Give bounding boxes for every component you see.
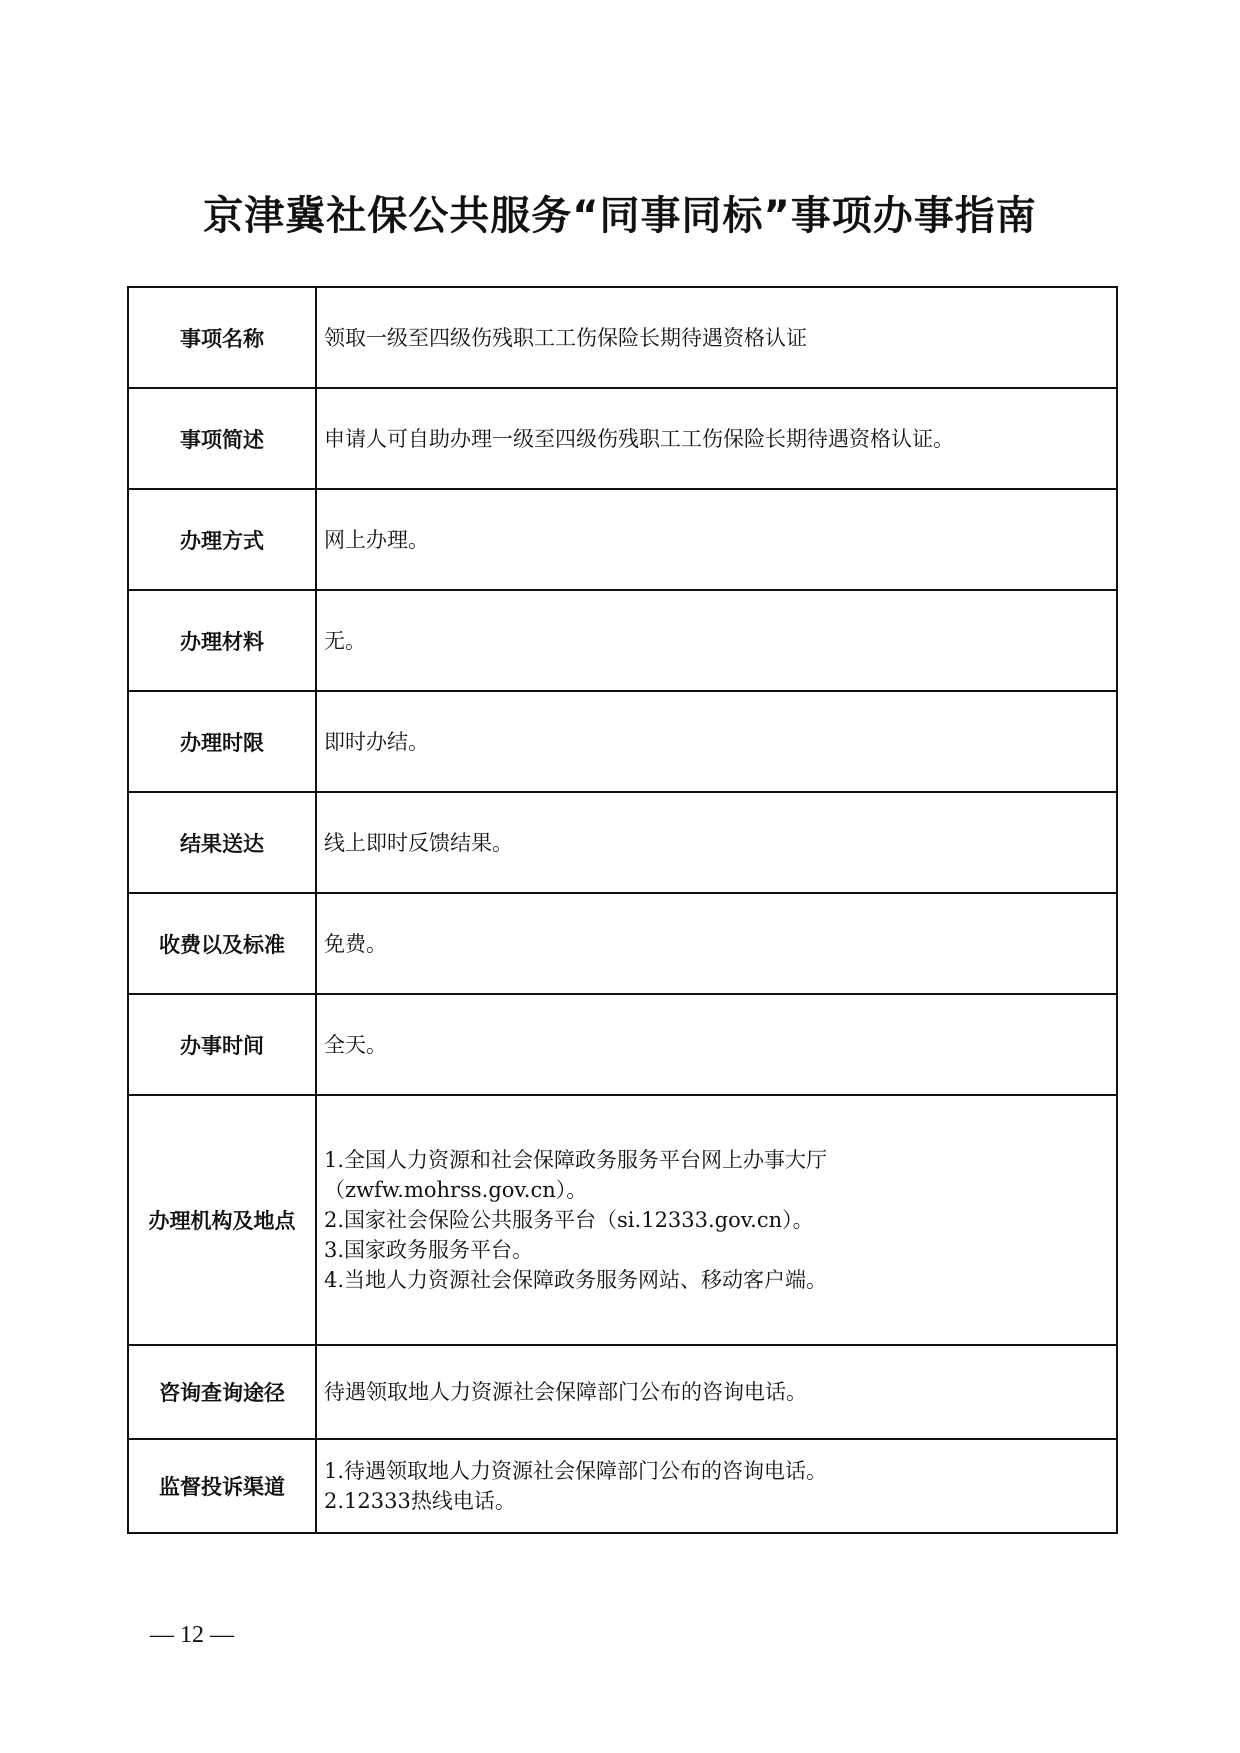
row-value (316, 691, 1117, 792)
value-line: 免费。 (324, 931, 387, 956)
value-line: 待遇领取地人力资源社会保障部门公布的咨询电话。 (324, 1380, 807, 1404)
row-value (316, 792, 1117, 893)
value-line: 网上办理。 (324, 527, 429, 552)
table-row (128, 893, 1117, 994)
row-label: 咨询查询途径 (128, 1345, 316, 1439)
value-line: 2.国家社会保险公共服务平台（si.12333.gov.cn）。 (324, 1208, 814, 1232)
page-number: — 12 — (150, 1622, 234, 1648)
row-label: 事项简述 (128, 388, 316, 489)
guide-table (127, 286, 1118, 1534)
row-label: 办事时间 (128, 994, 316, 1095)
table-row (128, 1439, 1117, 1533)
row-label: 办理时限 (128, 691, 316, 792)
row-label: 事项名称 (128, 287, 316, 388)
table-row (128, 994, 1117, 1095)
row-label: 办理材料 (128, 590, 316, 691)
row-value (316, 1095, 1117, 1345)
row-label: 收费以及标准 (128, 893, 316, 994)
row-value (316, 489, 1117, 590)
table-row (128, 388, 1117, 489)
table-row (128, 792, 1117, 893)
table-row (128, 1345, 1117, 1439)
table-row (128, 691, 1117, 792)
row-value (316, 388, 1117, 489)
row-value (316, 287, 1117, 388)
value-line: 4.当地人力资源社会保障政务服务网站、移动客户端。 (324, 1268, 828, 1292)
row-value (316, 1439, 1117, 1533)
row-label: 办理方式 (128, 489, 316, 590)
value-line: 线上即时反馈结果。 (324, 830, 513, 855)
value-line: 1.待遇领取地人力资源社会保障部门公布的咨询电话。 (324, 1459, 828, 1483)
value-line: 申请人可自助办理一级至四级伤残职工工伤保险长期待遇资格认证。 (324, 426, 954, 451)
value-line: 全天。 (324, 1032, 387, 1057)
row-label: 结果送达 (128, 792, 316, 893)
table-row (128, 590, 1117, 691)
value-line: 3.国家政务服务平台。 (324, 1238, 534, 1262)
value-line: 2.12333热线电话。 (324, 1489, 516, 1513)
value-line: 无。 (324, 628, 366, 653)
row-value (316, 1345, 1117, 1439)
table-row (128, 489, 1117, 590)
row-value (316, 994, 1117, 1095)
table-row (128, 1095, 1117, 1345)
value-line: 即时办结。 (324, 729, 429, 754)
row-value (316, 590, 1117, 691)
value-line: 领取一级至四级伤残职工工伤保险长期待遇资格认证 (324, 325, 807, 350)
row-label: 办理机构及地点 (128, 1095, 316, 1345)
row-value (316, 893, 1117, 994)
page-title: 京津冀社保公共服务“同事同标”事项办事指南 (203, 193, 1037, 239)
value-line: 1.全国人力资源和社会保障政务服务平台网上办事大厅 (324, 1148, 828, 1172)
value-line: （zwfw.mohrss.gov.cn）。 (324, 1178, 588, 1202)
table-row (128, 287, 1117, 388)
row-label: 监督投诉渠道 (128, 1439, 316, 1533)
